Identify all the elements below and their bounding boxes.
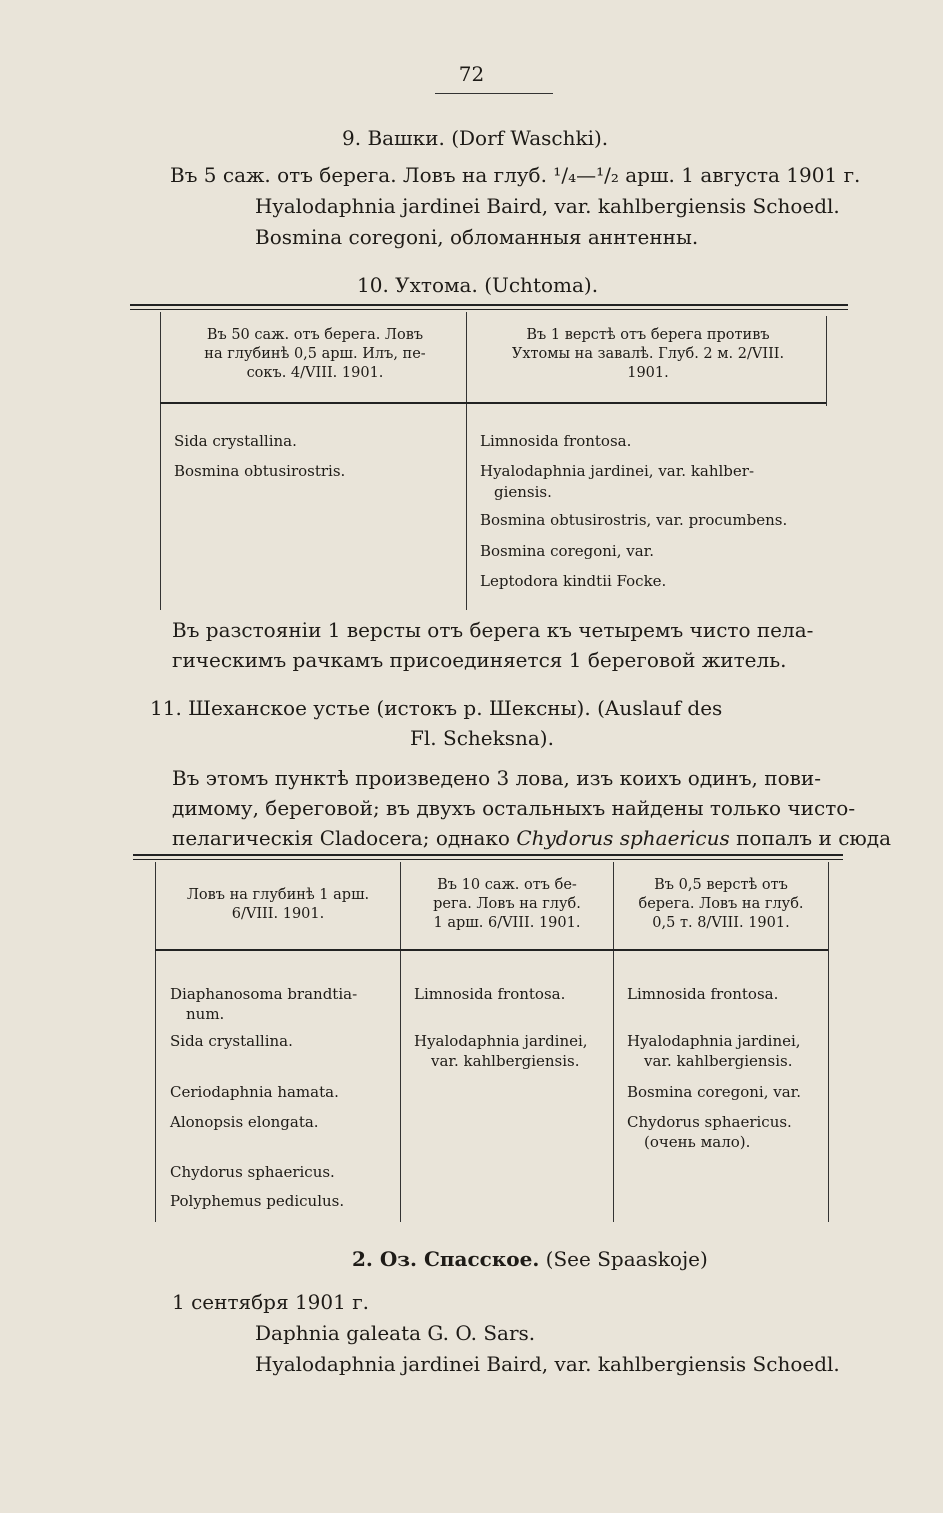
table1-col2-item: Bosmina coregoni, var. <box>480 542 654 560</box>
table2-col1-item: Sida crystallina. <box>170 1032 293 1050</box>
para-text: попалъ и сюда <box>729 826 892 850</box>
title-bold: Спасское. <box>423 1247 540 1271</box>
table2-col3-item: Bosmina coregoni, var. <box>627 1083 801 1101</box>
table2-left-border <box>155 862 156 1222</box>
section-11-para-line3 <box>172 826 891 850</box>
page-number: 72 <box>458 62 485 86</box>
header-line: 1901. <box>627 365 669 381</box>
section-9-species1: Hyalodaphnia jardinei Baird, var. kahlbergiensis Schoedl. <box>255 194 840 218</box>
table2-col1-item: Chydorus sphaericus. <box>170 1163 335 1181</box>
table2-col3-item: (очень мало). <box>644 1133 751 1151</box>
table1-col2-item: Limnosida frontosa. <box>480 432 632 450</box>
table2-col2-item: Hyalodaphnia jardinei, <box>414 1032 588 1050</box>
header-line: Въ 50 саж. отъ берега. Ловъ <box>206 327 424 343</box>
header-line: Въ 1 верстѣ отъ берега противъ <box>526 327 770 343</box>
section-11-para-line1: Въ этомъ пунктѣ произведено 3 лова, изъ коихъ одинъ, пови- <box>172 766 821 790</box>
header-line: 6/VIII. 1901. <box>231 906 325 922</box>
table1-header-rule <box>160 402 826 404</box>
table1-col2-item: Leptodora kindtii Focke. <box>480 572 667 590</box>
table2-col1-item: Diaphanosoma brandtia- <box>170 985 358 1003</box>
table1-top-rule-thin <box>130 309 848 310</box>
table2-right-border <box>828 862 829 1222</box>
header-line: Ловъ на глубинѣ 1 арш. <box>186 887 370 903</box>
table1-col1-item: Bosmina obtusirostris. <box>174 462 346 480</box>
table1-col2-item: Bosmina obtusirostris, var. procumbens. <box>480 511 788 529</box>
header-line: Въ 10 саж. отъ бе- <box>437 877 577 893</box>
table2-col1-item: Polyphemus pediculus. <box>170 1192 345 1210</box>
header-line: сокъ. 4/VIII. 1901. <box>246 365 384 381</box>
table2-col3-item: Hyalodaphnia jardinei, <box>627 1032 801 1050</box>
section-11-para-line2: димому, береговой; въ двухъ остальныхъ найдены только чисто- <box>172 796 856 820</box>
table2-col3-item: Chydorus sphaericus. <box>627 1113 792 1131</box>
header-line: 1 арш. 6/VIII. 1901. <box>433 915 581 931</box>
header-line: 0,5 т. 8/VIII. 1901. <box>652 915 790 931</box>
table2-header-rule <box>155 949 828 951</box>
table2-col2-item: Limnosida frontosa. <box>414 985 566 1003</box>
table2-col-divider1 <box>400 862 401 1222</box>
lake-section-title <box>352 1247 708 1271</box>
table1-col1-item: Sida crystallina. <box>174 432 297 450</box>
header-line: берега. Ловъ на глуб. <box>638 896 804 912</box>
table1-col2-header <box>478 326 818 383</box>
table1-top-rule <box>130 304 848 306</box>
header-line: Ухтомы на завалѣ. Глуб. 2 м. 2/VIII. <box>511 346 785 362</box>
header-line: Въ 0,5 верстѣ отъ <box>654 877 788 893</box>
table1-col2-item: Hyalodaphnia jardinei, var. kahlber- <box>480 462 755 480</box>
lake-section-species1: Daphnia galeata G. O. Sars. <box>255 1321 536 1345</box>
title-rest: (See Spaaskoje) <box>539 1247 708 1271</box>
table1-left-border <box>160 312 161 610</box>
table2-col2-header <box>406 876 608 933</box>
para-italic-species: Chydorus sphaericus <box>516 826 730 850</box>
section-10-title: 10. Ухтома. (Uchtoma). <box>357 273 599 297</box>
section-9-line1: Въ 5 саж. отъ берега. Ловъ на глуб. ¹/₄—¹/₂ арш. 1 августа 1901 г. <box>170 163 861 187</box>
table2-col3-item: var. kahlbergiensis. <box>644 1052 793 1070</box>
table2-col3-header <box>619 876 823 933</box>
table2-col1-item: Alonopsis elongata. <box>170 1113 319 1131</box>
table2-col1-item: num. <box>186 1005 225 1023</box>
lake-section-date: 1 сентября 1901 г. <box>172 1290 370 1314</box>
table2-top-rule-thin <box>133 859 843 860</box>
table2-col-divider2 <box>613 862 614 1222</box>
title-number: 2. Оз. <box>352 1247 424 1271</box>
para1-line2: гическимъ рачкамъ присоединяется 1 береговой житель. <box>172 648 787 672</box>
section-11-title-line1: 11. Шеханское устье (истокъ р. Шексны). (Auslauf des <box>150 696 723 720</box>
page-number-rule <box>435 93 553 94</box>
para1-line1: Въ разстояніи 1 версты отъ берега къ четыремъ чисто пела- <box>172 618 814 642</box>
table1-col2-item: giensis. <box>494 483 552 501</box>
header-line: на глубинѣ 0,5 арш. Илъ, пе- <box>204 346 426 362</box>
table2-col1-item: Ceriodaphnia hamata. <box>170 1083 339 1101</box>
lake-section-species2: Hyalodaphnia jardinei Baird, var. kahlbergiensis Schoedl. <box>255 1352 840 1376</box>
table1-col-divider <box>466 312 467 610</box>
table2-col3-item: Limnosida frontosa. <box>627 985 779 1003</box>
table2-col2-item: var. kahlbergiensis. <box>431 1052 580 1070</box>
header-line: рега. Ловъ на глуб. <box>433 896 581 912</box>
section-9-species2: Bosmina coregoni, обломанныя аннтенны. <box>255 225 699 249</box>
section-9-title: 9. Вашки. (Dorf Waschki). <box>342 126 609 150</box>
section-11-title-line2: Fl. Scheksna). <box>410 726 554 750</box>
table2-top-rule <box>133 854 843 856</box>
para-text: пелагическія Cladocera; однако <box>172 826 517 850</box>
table1-col1-header <box>174 326 456 383</box>
table1-right-border <box>826 316 827 406</box>
table2-col1-header <box>162 886 394 924</box>
